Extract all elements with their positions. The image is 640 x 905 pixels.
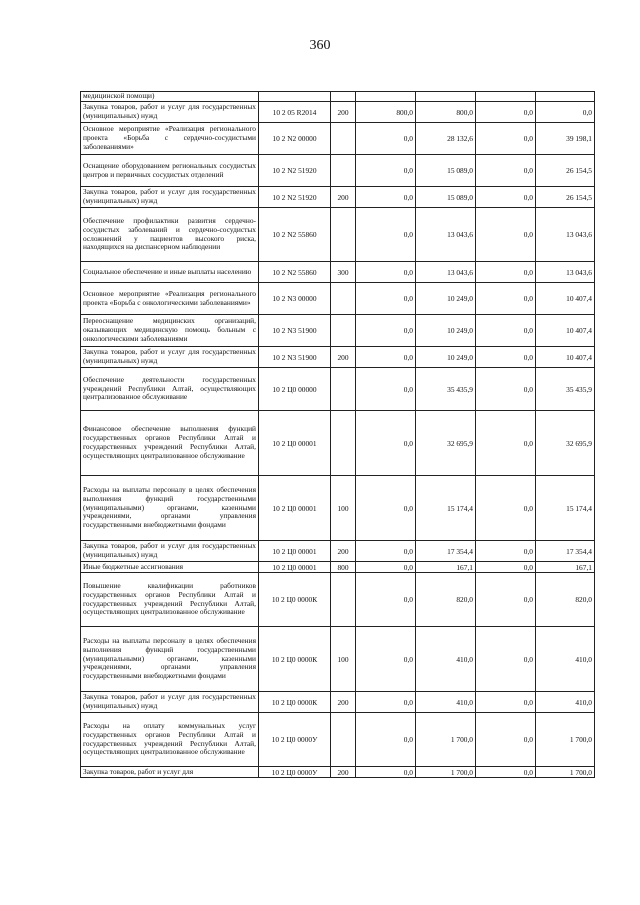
row-amount-3 bbox=[476, 92, 536, 102]
row-amount-2: 32 695,9 bbox=[416, 411, 476, 476]
row-description: Расходы на выплаты персоналу в целях обеспечения выполнения функций государственными (муниципальными) органами, казенными учреждениями, органами управления государственными внебюджетными фондами bbox=[81, 627, 259, 692]
row-description: Расходы на оплату коммунальных услуг государственных органов Республики Алтай и государственных учреждений Республики Алтай, осуществляющих централизованное обслуживание bbox=[81, 713, 259, 767]
row-amount-4: 1 700,0 bbox=[536, 767, 595, 778]
row-target-code: 10 2 N3 00000 bbox=[259, 283, 331, 315]
row-amount-4: 410,0 bbox=[536, 627, 595, 692]
row-amount-1: 0,0 bbox=[356, 476, 416, 541]
row-target-code: 10 2 Ц0 00001 bbox=[259, 411, 331, 476]
row-target-code: 10 2 Ц0 0000К bbox=[259, 692, 331, 713]
row-amount-4: 15 174,4 bbox=[536, 476, 595, 541]
row-description: Основное мероприятие «Реализация регионального проекта «Борьба с онкологическими заболеваниями» bbox=[81, 283, 259, 315]
row-amount-3: 0,0 bbox=[476, 692, 536, 713]
table-row bbox=[81, 627, 595, 692]
row-amount-3: 0,0 bbox=[476, 347, 536, 368]
table-row bbox=[81, 347, 595, 368]
table-row bbox=[81, 208, 595, 262]
row-expense-type: 200 bbox=[331, 767, 356, 778]
row-amount-3: 0,0 bbox=[476, 713, 536, 767]
row-expense-type: 200 bbox=[331, 347, 356, 368]
row-amount-1: 0,0 bbox=[356, 713, 416, 767]
row-target-code: 10 2 Ц0 00000 bbox=[259, 368, 331, 411]
row-amount-2: 10 249,0 bbox=[416, 315, 476, 347]
row-amount-4: 32 695,9 bbox=[536, 411, 595, 476]
row-amount-2: 1 700,0 bbox=[416, 713, 476, 767]
row-amount-4: 1 700,0 bbox=[536, 713, 595, 767]
row-expense-type bbox=[331, 368, 356, 411]
row-expense-type: 100 bbox=[331, 476, 356, 541]
row-expense-type bbox=[331, 208, 356, 262]
row-description: Расходы на выплаты персоналу в целях обеспечения выполнения функций государственными (муниципальными) органами, казенными учреждениями, органами управления государственными внебюджетными фондами bbox=[81, 476, 259, 541]
row-amount-1: 0,0 bbox=[356, 411, 416, 476]
row-amount-1: 0,0 bbox=[356, 208, 416, 262]
row-amount-4: 17 354,4 bbox=[536, 541, 595, 562]
row-amount-1: 0,0 bbox=[356, 627, 416, 692]
table-row bbox=[81, 155, 595, 187]
row-amount-4: 26 154,5 bbox=[536, 155, 595, 187]
row-amount-3: 0,0 bbox=[476, 123, 536, 155]
row-amount-4: 13 043,6 bbox=[536, 262, 595, 283]
row-amount-1: 0,0 bbox=[356, 283, 416, 315]
row-amount-4: 35 435,9 bbox=[536, 368, 595, 411]
table-row bbox=[81, 368, 595, 411]
row-amount-3: 0,0 bbox=[476, 187, 536, 208]
row-expense-type: 200 bbox=[331, 692, 356, 713]
row-amount-1: 800,0 bbox=[356, 102, 416, 123]
row-amount-4: 820,0 bbox=[536, 573, 595, 627]
row-amount-3: 0,0 bbox=[476, 283, 536, 315]
table-row bbox=[81, 283, 595, 315]
table-row bbox=[81, 92, 595, 102]
table-row bbox=[81, 187, 595, 208]
row-target-code: 10 2 N2 55860 bbox=[259, 208, 331, 262]
table-row bbox=[81, 692, 595, 713]
row-description: Социальное обеспечение и иные выплаты населению bbox=[81, 262, 259, 283]
row-amount-2: 410,0 bbox=[416, 692, 476, 713]
row-amount-2: 15 174,4 bbox=[416, 476, 476, 541]
row-expense-type bbox=[331, 411, 356, 476]
row-target-code bbox=[259, 92, 331, 102]
row-amount-1: 0,0 bbox=[356, 155, 416, 187]
row-expense-type: 100 bbox=[331, 627, 356, 692]
row-description: Финансовое обеспечение выполнения функций государственных органов Республики Алтай и государственных учреждений Республики Алтай, осуществляющих централизованное обслуживание bbox=[81, 411, 259, 476]
row-target-code: 10 2 N2 00000 bbox=[259, 123, 331, 155]
row-amount-1: 0,0 bbox=[356, 315, 416, 347]
row-expense-type bbox=[331, 283, 356, 315]
row-amount-1: 0,0 bbox=[356, 541, 416, 562]
row-amount-3: 0,0 bbox=[476, 573, 536, 627]
row-amount-2: 410,0 bbox=[416, 627, 476, 692]
table-row bbox=[81, 262, 595, 283]
row-description: Закупка товаров, работ и услуг для государственных (муниципальных) нужд bbox=[81, 541, 259, 562]
row-description: Закупка товаров, работ и услуг для государственных (муниципальных) нужд bbox=[81, 102, 259, 123]
table-row bbox=[81, 315, 595, 347]
row-amount-1: 0,0 bbox=[356, 573, 416, 627]
row-target-code: 10 2 Ц0 0000К bbox=[259, 627, 331, 692]
table-row bbox=[81, 562, 595, 573]
row-expense-type: 200 bbox=[331, 102, 356, 123]
table-row bbox=[81, 476, 595, 541]
table-row bbox=[81, 713, 595, 767]
row-amount-1: 0,0 bbox=[356, 692, 416, 713]
row-amount-4: 167,1 bbox=[536, 562, 595, 573]
row-amount-3: 0,0 bbox=[476, 627, 536, 692]
row-amount-4: 10 407,4 bbox=[536, 347, 595, 368]
row-expense-type bbox=[331, 155, 356, 187]
row-expense-type: 300 bbox=[331, 262, 356, 283]
budget-table bbox=[80, 91, 595, 778]
row-target-code: 10 2 Ц0 00001 bbox=[259, 541, 331, 562]
row-amount-3: 0,0 bbox=[476, 262, 536, 283]
row-amount-3: 0,0 bbox=[476, 767, 536, 778]
row-target-code: 10 2 N2 55860 bbox=[259, 262, 331, 283]
table-row bbox=[81, 123, 595, 155]
row-amount-1: 0,0 bbox=[356, 368, 416, 411]
row-amount-3: 0,0 bbox=[476, 562, 536, 573]
table-row bbox=[81, 541, 595, 562]
row-amount-2: 13 043,6 bbox=[416, 262, 476, 283]
row-amount-1: 0,0 bbox=[356, 562, 416, 573]
row-amount-3: 0,0 bbox=[476, 476, 536, 541]
row-amount-2: 35 435,9 bbox=[416, 368, 476, 411]
row-amount-2: 15 089,0 bbox=[416, 187, 476, 208]
row-expense-type: 200 bbox=[331, 187, 356, 208]
row-amount-4: 26 154,5 bbox=[536, 187, 595, 208]
row-amount-2: 167,1 bbox=[416, 562, 476, 573]
row-amount-4: 10 407,4 bbox=[536, 283, 595, 315]
row-amount-3: 0,0 bbox=[476, 208, 536, 262]
row-target-code: 10 2 Ц0 00001 bbox=[259, 562, 331, 573]
row-amount-4: 410,0 bbox=[536, 692, 595, 713]
row-amount-2: 17 354,4 bbox=[416, 541, 476, 562]
table-row bbox=[81, 102, 595, 123]
row-target-code: 10 2 N2 51920 bbox=[259, 155, 331, 187]
page-number: 360 bbox=[309, 38, 331, 53]
row-amount-4: 10 407,4 bbox=[536, 315, 595, 347]
row-amount-4: 39 198,1 bbox=[536, 123, 595, 155]
row-expense-type bbox=[331, 713, 356, 767]
row-amount-1: 0,0 bbox=[356, 347, 416, 368]
table-row bbox=[81, 411, 595, 476]
row-expense-type: 800 bbox=[331, 562, 356, 573]
row-expense-type bbox=[331, 123, 356, 155]
row-amount-3: 0,0 bbox=[476, 155, 536, 187]
row-amount-4 bbox=[536, 92, 595, 102]
table-row bbox=[81, 573, 595, 627]
row-target-code: 10 2 Ц0 0000У bbox=[259, 713, 331, 767]
row-amount-1 bbox=[356, 92, 416, 102]
row-description: Переоснащение медицинских организаций, оказывающих медицинскую помощь больным с онкологическими заболеваниями bbox=[81, 315, 259, 347]
row-target-code: 10 2 Ц0 00001 bbox=[259, 476, 331, 541]
row-description: Закупка товаров, работ и услуг для bbox=[81, 767, 259, 778]
row-amount-2: 820,0 bbox=[416, 573, 476, 627]
row-amount-1: 0,0 bbox=[356, 767, 416, 778]
row-amount-4: 13 043,6 bbox=[536, 208, 595, 262]
row-target-code: 10 2 N3 51900 bbox=[259, 315, 331, 347]
row-description: Повышение квалификации работников государственных органов Республики Алтай и государственных учреждений Республики Алтай, осуществляющих централизованное обслуживание bbox=[81, 573, 259, 627]
row-target-code: 10 2 Ц0 0000У bbox=[259, 767, 331, 778]
row-amount-2: 10 249,0 bbox=[416, 283, 476, 315]
row-amount-1: 0,0 bbox=[356, 187, 416, 208]
row-expense-type bbox=[331, 92, 356, 102]
row-amount-2: 15 089,0 bbox=[416, 155, 476, 187]
row-description: Обеспечение профилактики развития сердечно-сосудистых заболеваний и сердечно-сосудистых осложнений у пациентов высокого риска, находящихся на диспансерном наблюдении bbox=[81, 208, 259, 262]
row-description: Закупка товаров, работ и услуг для государственных (муниципальных) нужд bbox=[81, 347, 259, 368]
row-amount-3: 0,0 bbox=[476, 541, 536, 562]
row-amount-4: 0,0 bbox=[536, 102, 595, 123]
row-expense-type bbox=[331, 315, 356, 347]
row-description: Закупка товаров, работ и услуг для государственных (муниципальных) нужд bbox=[81, 187, 259, 208]
row-description: медицинской помощи) bbox=[81, 92, 259, 102]
row-amount-2: 10 249,0 bbox=[416, 347, 476, 368]
row-amount-3: 0,0 bbox=[476, 411, 536, 476]
row-amount-2 bbox=[416, 92, 476, 102]
row-amount-1: 0,0 bbox=[356, 262, 416, 283]
row-expense-type: 200 bbox=[331, 541, 356, 562]
row-amount-3: 0,0 bbox=[476, 315, 536, 347]
row-amount-1: 0,0 bbox=[356, 123, 416, 155]
row-expense-type bbox=[331, 573, 356, 627]
row-description: Закупка товаров, работ и услуг для государственных (муниципальных) нужд bbox=[81, 692, 259, 713]
row-description: Основное мероприятие «Реализация регионального проекта «Борьба с сердечно-сосудистыми заболеваниями» bbox=[81, 123, 259, 155]
row-amount-2: 28 132,6 bbox=[416, 123, 476, 155]
row-description: Оснащение оборудованием региональных сосудистых центров и первичных сосудистых отделений bbox=[81, 155, 259, 187]
row-target-code: 10 2 N2 51920 bbox=[259, 187, 331, 208]
row-amount-2: 800,0 bbox=[416, 102, 476, 123]
row-description: Иные бюджетные ассигнования bbox=[81, 562, 259, 573]
row-target-code: 10 2 Ц0 0000К bbox=[259, 573, 331, 627]
row-amount-3: 0,0 bbox=[476, 102, 536, 123]
row-description: Обеспечение деятельности государственных учреждений Республики Алтай, осуществляющих централизованное обслуживание bbox=[81, 368, 259, 411]
row-amount-2: 13 043,6 bbox=[416, 208, 476, 262]
row-target-code: 10 2 N3 51900 bbox=[259, 347, 331, 368]
row-target-code: 10 2 05 R2014 bbox=[259, 102, 331, 123]
table-row bbox=[81, 767, 595, 778]
row-amount-2: 1 700,0 bbox=[416, 767, 476, 778]
row-amount-3: 0,0 bbox=[476, 368, 536, 411]
